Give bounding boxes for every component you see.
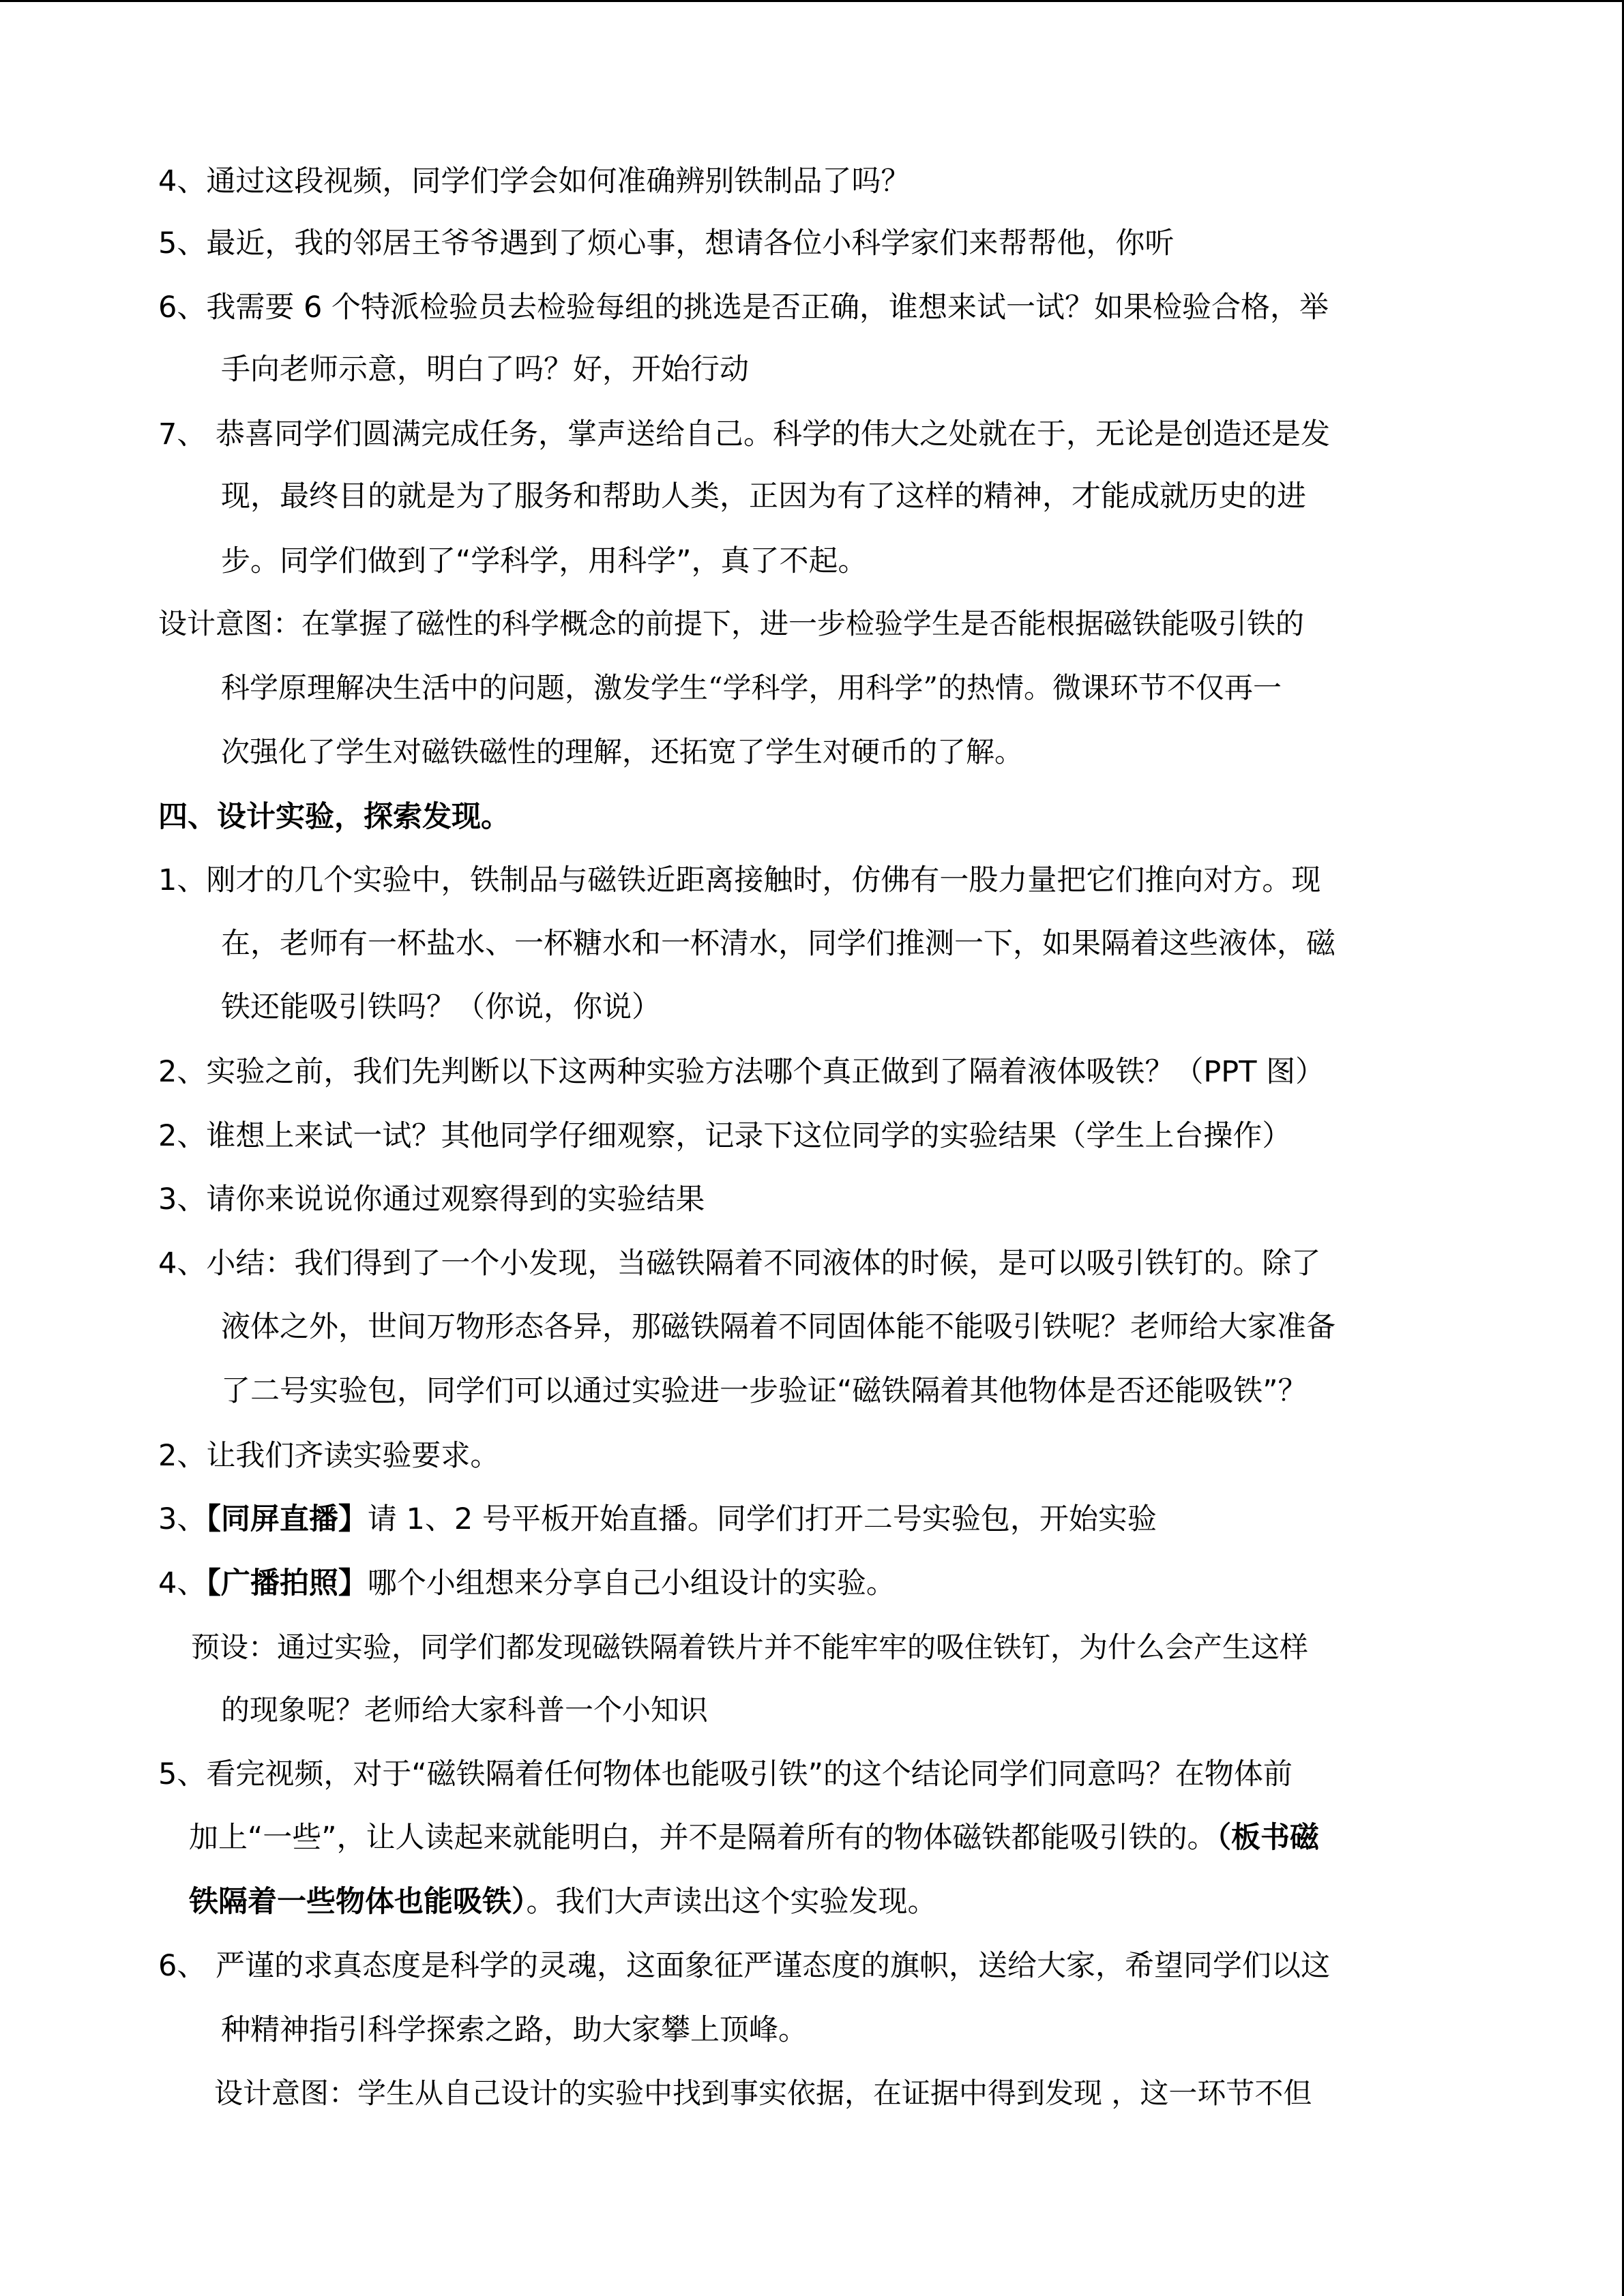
- line-item: 5、最近，我的邻居王爷爷遇到了烦心事，想请各位小科学家们来帮帮他，你听: [158, 226, 1175, 260]
- line-item: 2、实验之前，我们先判断以下这两种实验方法哪个真正做到了隔着液体吸铁？（PPT 图）: [158, 1055, 1325, 1089]
- line-item: 2、让我们齐读实验要求。: [158, 1439, 500, 1473]
- design-intent-text: 次强化了学生对磁铁磁性的理解，还拓宽了学生对硬币的了解。: [221, 735, 1024, 769]
- line-item: 7、 恭喜同学们圆满完成任务，掌声送给自己。科学的伟大之处就在于，无论是创造还是发: [158, 417, 1331, 451]
- line-item: 5、看完视频，对于“磁铁隔着任何物体也能吸引铁”的这个结论同学们同意吗？在物体前: [158, 1757, 1293, 1791]
- line-item: 2、谁想上来试一试？其他同学仔细观察，记录下这位同学的实验结果（学生上台操作）: [158, 1119, 1292, 1153]
- section-heading: 四、设计实验，探索发现。: [158, 800, 510, 834]
- line-item: [158, 1499, 1157, 1540]
- line-item: [158, 1563, 896, 1604]
- line-text: 哪个小组想来分享自己小组设计的实验。: [367, 1566, 896, 1600]
- design-intent-text: 科学原理解决生活中的问题，激发学生“学科学，用科学”的热情。微课环节不仅再一: [221, 671, 1282, 704]
- line-item: 铁还能吸引铁吗？（你说，你说）: [221, 990, 661, 1024]
- line-item: 液体之外，世间万物形态各异，那磁铁隔着不同固体能不能吸引铁呢？老师给大家准备: [221, 1310, 1335, 1344]
- line-prefix: 3、: [158, 1502, 207, 1536]
- line-text: 请 1、2 号平板开始直播。同学们打开二号实验包，开始实验: [367, 1502, 1157, 1536]
- line-item: 4、通过这段视频，同学们学会如何准确辨别铁制品了吗？: [158, 164, 911, 198]
- line-item: 种精神指引科学探索之路，助大家攀上顶峰。: [221, 2013, 808, 2047]
- line-text: 加上“一些”，让人读起来就能明白，并不是隔着所有的物体磁铁都能吸引铁的。: [189, 1821, 1217, 1855]
- bold-label: （板书磁: [1216, 1821, 1320, 1855]
- bold-label: 【广播拍照】: [206, 1566, 368, 1600]
- line-item: [189, 1817, 1319, 1858]
- line-item: 1、刚才的几个实验中，铁制品与磁铁近距离接触时，仿佛有一股力量把它们推向对方。现: [158, 863, 1321, 897]
- line-item: 6、我需要 6 个特派检验员去检验每组的挑选是否正确，谁想来试一试？如果检验合格，举: [158, 290, 1329, 325]
- line-item: 6、 严谨的求真态度是科学的灵魂，这面象征严谨态度的旗帜，送给大家，希望同学们以这: [158, 1949, 1331, 1983]
- line-text: 。我们大声读出这个实验发现。: [526, 1885, 937, 1919]
- bold-label: 铁隔着一些物体也能吸铁）: [189, 1885, 527, 1919]
- line-item: 在，老师有一杯盐水、一杯糖水和一杯清水，同学们推测一下，如果隔着这些液体，磁: [221, 927, 1335, 961]
- design-intent-text: 设计意图：在掌握了磁性的科学概念的前提下，进一步检验学生是否能根据磁铁能吸引铁的: [158, 607, 1305, 640]
- line-item: 步。同学们做到了“学科学，用科学”，真了不起。: [221, 544, 868, 578]
- line-item: [189, 1881, 937, 1922]
- preset-text: 的现象呢？老师给大家科普一个小知识: [221, 1693, 709, 1727]
- line-item: 3、请你来说说你通过观察得到的实验结果: [158, 1182, 705, 1217]
- line-item: 4、小结：我们得到了一个小发现，当磁铁隔着不同液体的时候，是可以吸引铁钉的。除了: [158, 1247, 1321, 1281]
- line-item: 手向老师示意，明白了吗？好，开始行动: [221, 353, 749, 387]
- design-intent-text: 设计意图：学生从自己设计的实验中找到事实依据，在证据中得到发现 ，这一环节不但: [214, 2076, 1312, 2110]
- line-prefix: 4、: [158, 1566, 207, 1600]
- top-border: [0, 0, 1624, 2]
- line-item: 了二号实验包，同学们可以通过实验进一步验证“磁铁隔着其他物体是否还能吸铁”？: [221, 1374, 1308, 1408]
- line-item: 现，最终目的就是为了服务和帮助人类，正因为有了这样的精神，才能成就历史的进: [221, 479, 1306, 513]
- preset-text: 预设：通过实验，同学们都发现磁铁隔着铁片并不能牢牢的吸住铁钉，为什么会产生这样: [191, 1630, 1309, 1664]
- bold-label: 【同屏直播】: [206, 1502, 368, 1536]
